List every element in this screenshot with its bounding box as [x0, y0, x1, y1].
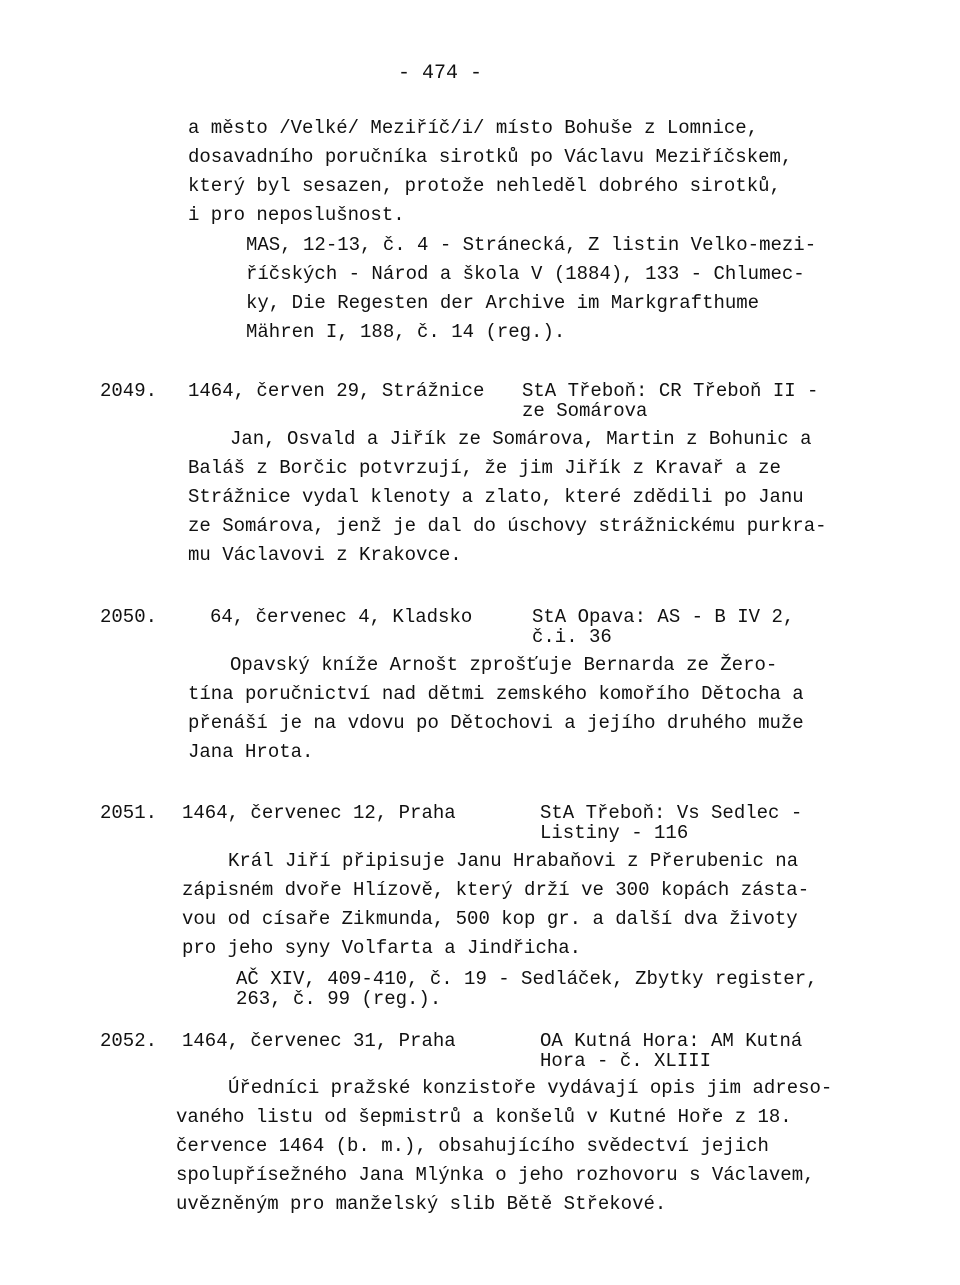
entry-number: 2050.	[100, 606, 158, 628]
entry-text-line: vaného listu od šepmistrů a konšelů v Kutné Hoře z 18.	[176, 1106, 792, 1128]
entry-archive-line: StA Opava: AS - B IV 2,	[532, 606, 795, 628]
entry-text-line: spolupřísežného Jana Mlýnka o jeho rozhovoru s Václavem,	[176, 1164, 815, 1186]
entry-text-line: Úředníci pražské konzistoře vydávají opis jim adreso-	[228, 1077, 833, 1099]
entry-archive-line: Hora - č. XLIII	[540, 1050, 712, 1072]
entry-text-line: uvězněným pro manželský slib Bětě Střekové.	[176, 1193, 667, 1215]
entry-text-line: tína poručnictví nad dětmi zemského komořího Dětocha a	[188, 683, 804, 705]
entry-archive-line: StA Třeboň: Vs Sedlec -	[540, 802, 803, 824]
entry-text-line: Opavský kníže Arnošt zprošťuje Bernarda ze Žero-	[230, 654, 778, 676]
entry-number: 2052.	[100, 1030, 158, 1052]
entry-text-line: pro jeho syny Volfarta a Jindřicha.	[182, 937, 582, 959]
intro-reference-line: říčských - Národ a škola V (1884), 133 - Chlumec-	[246, 263, 805, 285]
entry-date-place: 1464, červen 29, Strážnice	[188, 380, 485, 402]
entry-text-line: přenáší je na vdovu po Dětochovi a jejího druhého muže	[188, 712, 804, 734]
entry-archive-line: č.i. 36	[532, 626, 612, 648]
entry-reference-line: 263, č. 99 (reg.).	[236, 988, 442, 1010]
entry-archive-line: StA Třeboň: CR Třeboň II -	[522, 380, 819, 402]
entry-text-line: Král Jiří připisuje Janu Hrabaňovi z Přerubenic na	[228, 850, 799, 872]
entry-archive-line: Listiny - 116	[540, 822, 689, 844]
intro-line: který byl sesazen, protože nehleděl dobrého sirotků,	[188, 175, 781, 197]
intro-line: dosavadního poručníka sirotků po Václavu Meziříčskem,	[188, 146, 793, 168]
entry-archive-line: ze Somárova	[522, 400, 648, 422]
intro-reference-line: ky, Die Regesten der Archive im Markgrafthume	[246, 292, 760, 314]
entry-text-line: mu Václavovi z Krakovce.	[188, 544, 462, 566]
entry-number: 2051.	[100, 802, 158, 824]
entry-date-place: 1464, červenec 31, Praha	[182, 1030, 456, 1052]
entry-date-place: 64, červenec 4, Kladsko	[210, 606, 473, 628]
intro-line: i pro neposlušnost.	[188, 204, 405, 226]
entry-archive-line: OA Kutná Hora: AM Kutná	[540, 1030, 803, 1052]
entry-text-line: zápisném dvoře Hlízově, který drží ve 300 kopách zásta-	[182, 879, 810, 901]
entry-text-line: Baláš z Borčic potvrzují, že jim Jiřík z Kravař a ze	[188, 457, 781, 479]
intro-reference-line: Mähren I, 188, č. 14 (reg.).	[246, 321, 566, 343]
entry-text-line: vou od císaře Zikmunda, 500 kop gr. a další dva životy	[182, 908, 798, 930]
entry-text-line: Strážnice vydal klenoty a zlato, které zdědili po Janu	[188, 486, 804, 508]
entry-reference-line: AČ XIV, 409-410, č. 19 - Sedláček, Zbytky register,	[236, 968, 818, 990]
intro-reference-line: MAS, 12-13, č. 4 - Stránecká, Z listin Velko-mezi-	[246, 234, 817, 256]
intro-line: a město /Velké/ Meziříč/i/ místo Bohuše z Lomnice,	[188, 117, 759, 139]
entry-text-line: Jan, Osvald a Jiřík ze Somárova, Martin z Bohunic a	[230, 428, 812, 450]
entry-date-place: 1464, červenec 12, Praha	[182, 802, 456, 824]
entry-text-line: července 1464 (b. m.), obsahujícího svědectví jejich	[176, 1135, 769, 1157]
page-number: - 474 -	[398, 62, 483, 85]
entry-text-line: ze Somárova, jenž je dal do úschovy strážnickému purkra-	[188, 515, 827, 537]
entry-number: 2049.	[100, 380, 158, 402]
entry-text-line: Jana Hrota.	[188, 741, 314, 763]
